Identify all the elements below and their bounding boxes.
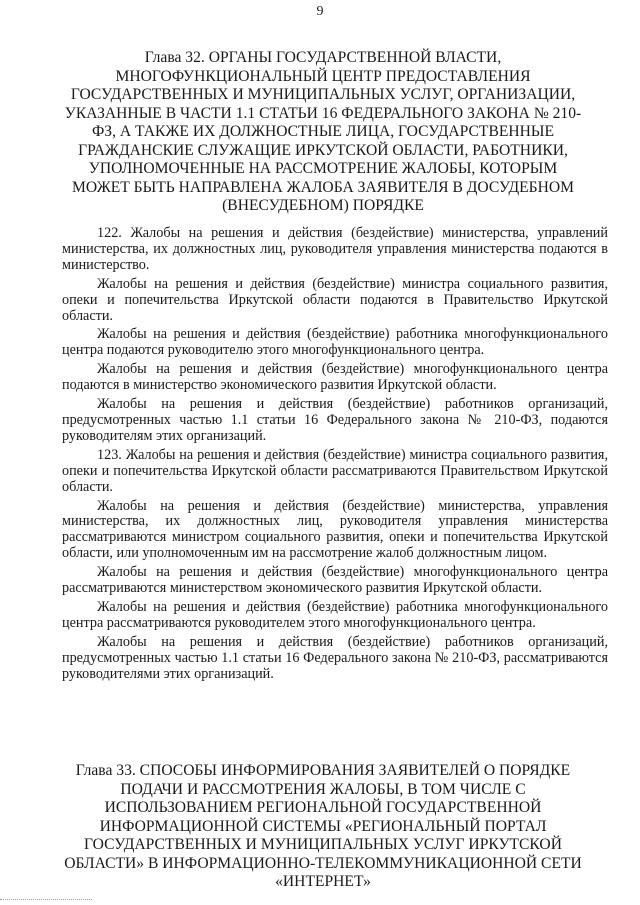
paragraph-123: 123. Жалобы на решения и действия (бездействие) министра социального развития, опеки и попечительства Иркутской области рассматриваются Правительством Иркутской области. [62,446,608,495]
paragraph: Жалобы на решения и действия (бездействие) министра социального развития, опеки и попечительства Иркутской области подаются в Правительство Иркутской области. [62,275,608,324]
chapter-32-body [62,226,608,682]
chapter-33-heading: Глава 33. СПОСОБЫ ИНФОРМИРОВАНИЯ ЗАЯВИТЕЛЕЙ О ПОРЯДКЕ ПОДАЧИ И РАССМОТРЕНИЯ ЖАЛОБЫ, В ТОМ ЧИСЛЕ С ИСПОЛЬЗОВАНИЕМ РЕГИОНАЛЬНОЙ ГОСУДАРСТВЕННОЙ ИНФОРМАЦИОННОЙ СИСТЕМЫ «РЕГИОНАЛЬНЫЙ ПОРТАЛ ГОСУДАРСТВЕННЫХ И МУНИЦИПАЛЬНЫХ УСЛУГ ИРКУТСКОЙ ОБЛАСТИ» В ИНФОРМАЦИОННО-ТЕЛЕКОММУНИКАЦИОННОЙ СЕТИ «ИНТЕРНЕТ» [64,762,582,890]
paragraph: Жалобы на решения и действия (бездействие) министерства, управления министерства, их должностных лиц, руководителя управления министерства рассматриваются министром социального развития, опеки и попечительства Иркутской области, или уполномоченным им на рассмотрение жалоб должностным лицом. [62,497,608,562]
footer-rule [0,899,92,900]
paragraph: Жалобы на решения и действия (бездействие) многофункционального центра подаются в министерство экономического развития Иркутской области. [62,361,608,394]
page-number: 9 [316,4,324,19]
chapter-32-heading: Глава 32. ОРГАНЫ ГОСУДАРСТВЕННОЙ ВЛАСТИ, МНОГОФУНКЦИОНАЛЬНЫЙ ЦЕНТР ПРЕДОСТАВЛЕНИЯ ГОСУДАРСТВЕННЫХ И МУНИЦИПАЛЬНЫХ УСЛУГ, ОРГАНИЗАЦИИ, УКАЗАННЫЕ В ЧАСТИ 1.1 СТАТЬИ 16 ФЕДЕРАЛЬНОГО ЗАКОНА № 210-ФЗ, А ТАКЖЕ ИХ ДОЛЖНОСТНЫЕ ЛИЦА, ГОСУДАРСТВЕННЫЕ ГРАЖДАНСКИЕ СЛУЖАЩИЕ ИРКУТСКОЙ ОБЛАСТИ, РАБОТНИКИ, УПОЛНОМОЧЕННЫЕ НА РАССМОТРЕНИЕ ЖАЛОБЫ, КОТОРЫМ МОЖЕТ БЫТЬ НАПРАВЛЕНА ЖАЛОБА ЗАЯВИТЕЛЯ В ДОСУДЕБНОМ (ВНЕСУДЕБНОМ) ПОРЯДКЕ [64,49,582,214]
paragraph: Жалобы на решения и действия (бездействие) многофункционального центра рассматриваются министерством экономического развития Иркутской области. [62,564,608,597]
paragraph: Жалобы на решения и действия (бездействие) работника многофункционального центра подаются руководителю этого многофункционального центра. [62,326,608,359]
paragraph: Жалобы на решения и действия (бездействие) работников организаций, предусмотренных частью 1.1 статьи 16 Федерального закона № 210-ФЗ, рассматриваются руководителями этих организаций. [62,633,608,682]
paragraph: Жалобы на решения и действия (бездействие) работников организаций, предусмотренных частью 1.1 статьи 16 Федерального закона № 210-ФЗ, подаются руководителям этих организаций. [62,396,608,444]
paragraph: Жалобы на решения и действия (бездействие) работника многофункционального центра рассматриваются руководителем этого многофункционального центра. [62,598,608,631]
paragraph-122: 122. Жалобы на решения и действия (бездействие) министерства, управлений министерства, их должностных лиц, руководителя управления министерства подаются в министерство. [62,225,608,273]
